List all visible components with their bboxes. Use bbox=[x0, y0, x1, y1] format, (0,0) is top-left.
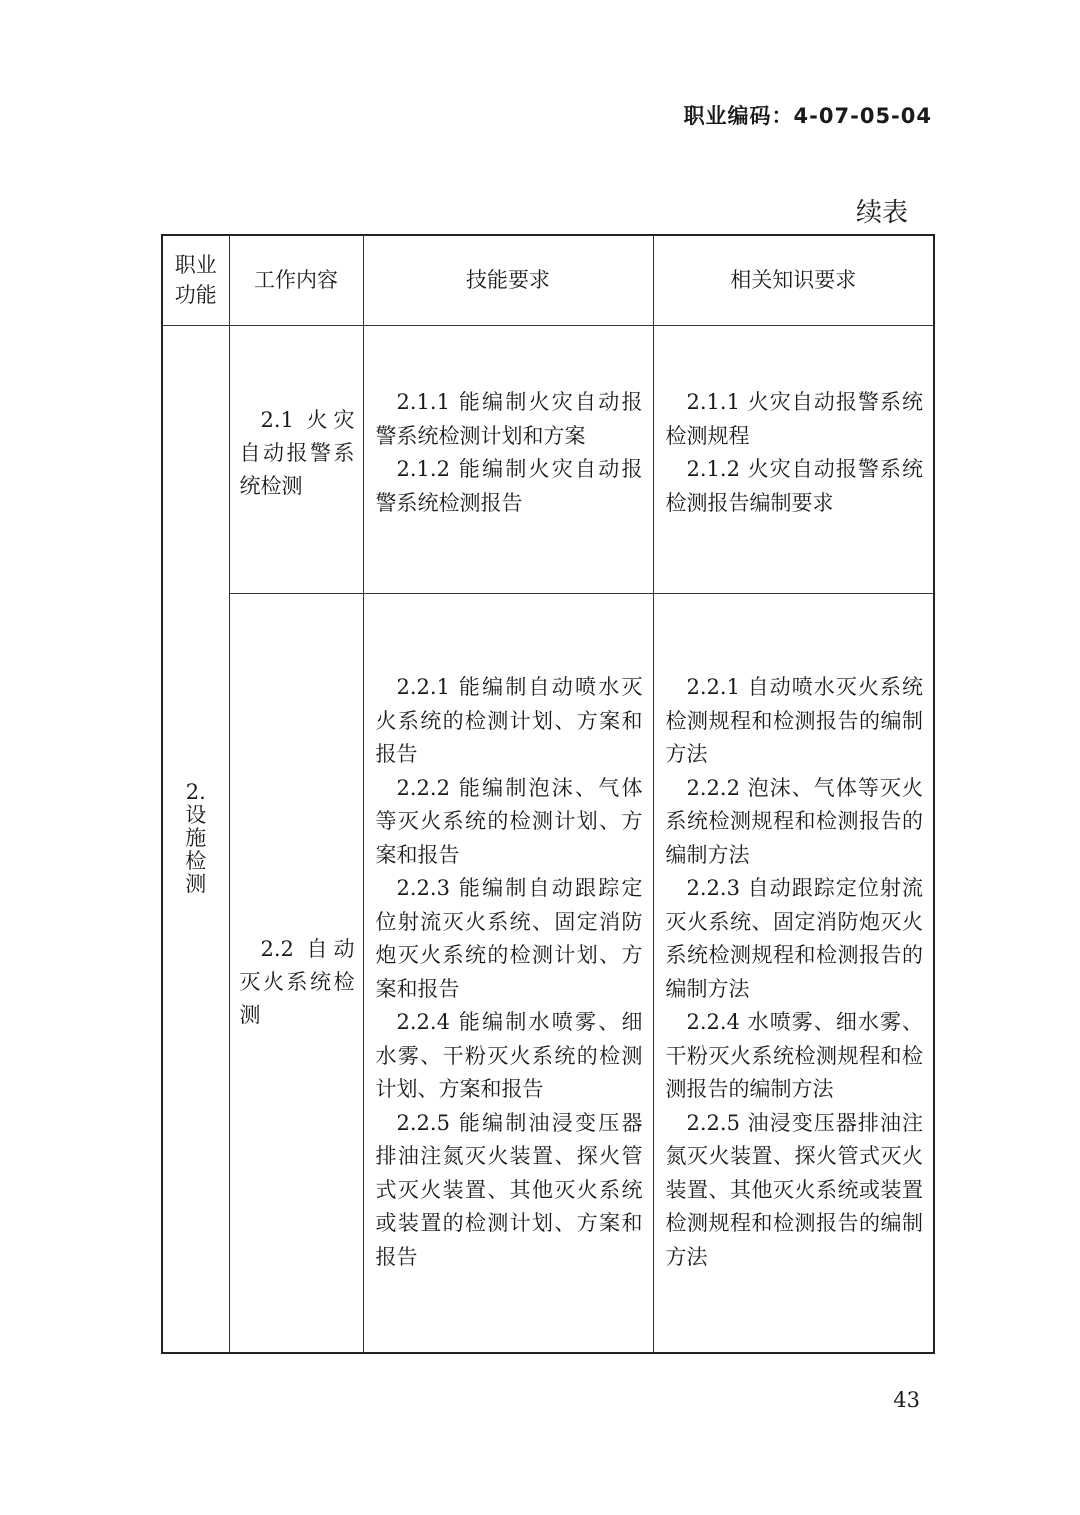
function-cell bbox=[162, 325, 229, 1353]
continued-label: 续表 bbox=[855, 198, 908, 228]
knowledge-item: 2.2.2 泡沫、气体等灭火系统检测规程和检测报告的编制方法 bbox=[665, 775, 923, 867]
function-char: 检 bbox=[185, 849, 207, 874]
table-row bbox=[162, 593, 934, 1353]
work-content-text: 2.1 火灾自动报警系统检测 bbox=[239, 407, 355, 498]
header-skill: 技能要求 bbox=[363, 235, 653, 325]
header-function-line2: 功能 bbox=[174, 283, 217, 308]
knowledge-item: 2.1.1 火灾自动报警系统检测规程 bbox=[665, 390, 923, 448]
knowledge-item: 2.2.3 自动跟踪定位射流灭火系统、固定消防炮灭火系统检测规程和检测报告的编制方法 bbox=[665, 876, 923, 1001]
header-function-line1: 职业 bbox=[174, 253, 217, 278]
function-char: 施 bbox=[185, 826, 207, 851]
skill-item: 2.2.1 能编制自动喷水灭火系统的检测计划、方案和报告 bbox=[375, 675, 643, 767]
work-content-text: 2.2 自动灭火系统检测 bbox=[239, 937, 355, 1028]
skill-item: 2.2.4 能编制水喷雾、细水雾、干粉灭火系统的检测计划、方案和报告 bbox=[375, 1010, 643, 1102]
skill-cell bbox=[363, 593, 653, 1353]
knowledge-item: 2.2.1 自动喷水灭火系统检测规程和检测报告的编制方法 bbox=[665, 675, 923, 767]
table-row bbox=[162, 325, 934, 593]
header-work-content: 工作内容 bbox=[229, 235, 363, 325]
page-number: 43 bbox=[893, 1388, 920, 1412]
knowledge-item: 2.1.2 火灾自动报警系统检测报告编制要求 bbox=[665, 457, 923, 515]
work-content-cell bbox=[229, 325, 363, 593]
skill-item: 2.2.2 能编制泡沫、气体等灭火系统的检测计划、方案和报告 bbox=[375, 775, 643, 867]
skill-item: 2.1.2 能编制火灾自动报警系统检测报告 bbox=[375, 457, 643, 515]
knowledge-cell bbox=[653, 593, 934, 1353]
skill-item: 2.2.3 能编制自动跟踪定位射流灭火系统、固定消防炮灭火系统的检测计划、方案和报告 bbox=[375, 876, 643, 1001]
function-number: 2. bbox=[185, 780, 206, 805]
skill-item: 2.1.1 能编制火灾自动报警系统检测计划和方案 bbox=[375, 390, 643, 448]
occupation-code: 职业编码：4-07-05-04 bbox=[683, 104, 932, 128]
function-char: 测 bbox=[185, 872, 207, 897]
header-knowledge: 相关知识要求 bbox=[653, 235, 934, 325]
requirements-table bbox=[161, 234, 935, 1354]
knowledge-item: 2.2.5 油浸变压器排油注氮灭火装置、探火管式灭火装置、其他灭火系统或装置检测规程和检测报告的编制方法 bbox=[665, 1110, 923, 1269]
skill-cell bbox=[363, 325, 653, 593]
knowledge-item: 2.2.4 水喷雾、细水雾、干粉灭火系统检测规程和检测报告的编制方法 bbox=[665, 1010, 923, 1102]
header-function bbox=[162, 235, 229, 325]
skill-item: 2.2.5 能编制油浸变压器排油注氮灭火装置、探火管式灭火装置、其他灭火系统或装置的检测计划、方案和报告 bbox=[375, 1110, 643, 1269]
function-char: 设 bbox=[185, 803, 207, 828]
table-header-row bbox=[162, 235, 934, 325]
work-content-cell bbox=[229, 593, 363, 1353]
knowledge-cell bbox=[653, 325, 934, 593]
